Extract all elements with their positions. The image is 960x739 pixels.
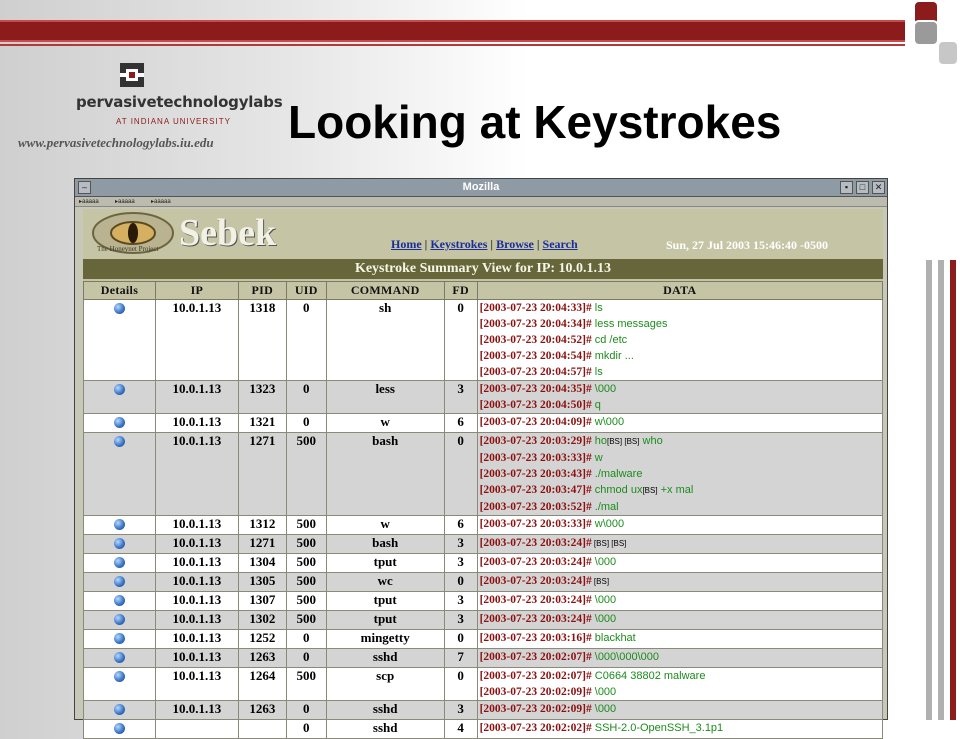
details-dot-icon[interactable] (114, 633, 125, 644)
table-row (84, 668, 883, 701)
details-cell (84, 630, 156, 649)
keystroke-line (480, 649, 882, 665)
sebek-banner (83, 209, 883, 259)
data-cell (477, 630, 882, 649)
column-header-details[interactable]: Details (84, 282, 156, 300)
command-text: ./malware (591, 468, 643, 480)
timestamp: [2003-07-23 20:03:33]# (479, 518, 592, 530)
command-text: \000 (591, 556, 617, 568)
timestamp: [2003-07-23 20:02:02]# (479, 722, 592, 734)
uid-cell: 0 (286, 720, 326, 739)
command-cell: sshd (326, 649, 444, 668)
data-cell (477, 414, 882, 433)
keystroke-line (480, 466, 882, 482)
keystroke-line (480, 332, 882, 348)
data-cell (477, 535, 882, 554)
uid-cell: 500 (286, 554, 326, 573)
table-header-row (84, 282, 883, 300)
sebek-logo: Sebek (179, 212, 277, 254)
uid-cell: 500 (286, 611, 326, 630)
pid-cell: 1305 (238, 573, 286, 592)
window-title: Mozilla (462, 181, 500, 193)
command-text: w (591, 452, 603, 464)
table-row (84, 611, 883, 630)
column-header-pid[interactable]: PID (238, 282, 286, 300)
table-row (84, 701, 883, 720)
timestamp: [2003-07-23 20:03:52]# (479, 501, 592, 513)
slide-title: Looking at Keystrokes (288, 96, 782, 148)
table-row (84, 630, 883, 649)
details-dot-icon[interactable] (114, 436, 125, 447)
backspace-marker: [BS] [BS] (591, 539, 627, 548)
column-header-fd[interactable]: FD (444, 282, 477, 300)
nav-link-search[interactable]: Search (542, 237, 578, 251)
data-cell (477, 300, 882, 381)
browser-tab[interactable]: ▸aaaaa (79, 199, 99, 205)
ip-cell: 10.0.1.13 (155, 516, 238, 535)
minimize-button[interactable]: ▪ (840, 181, 853, 194)
details-dot-icon[interactable] (114, 614, 125, 625)
command-text: less messages (591, 318, 668, 330)
pid-cell: 1264 (238, 668, 286, 701)
data-cell (477, 649, 882, 668)
details-cell (84, 573, 156, 592)
command-text: \000 (591, 594, 617, 606)
pid-cell: 1312 (238, 516, 286, 535)
keystroke-line (480, 554, 882, 570)
ip-cell: 10.0.1.13 (155, 554, 238, 573)
keystroke-line (480, 397, 882, 413)
details-dot-icon[interactable] (114, 519, 125, 530)
timestamp: [2003-07-23 20:03:47]# (479, 484, 592, 496)
command-text: \000 (591, 613, 617, 625)
pid-cell: 1263 (238, 701, 286, 720)
ip-cell: 10.0.1.13 (155, 611, 238, 630)
keystroke-line (480, 348, 882, 364)
ip-cell: 10.0.1.13 (155, 668, 238, 701)
command-cell: sshd (326, 701, 444, 720)
command-text: \000 (591, 703, 617, 715)
ip-cell: 10.0.1.13 (155, 649, 238, 668)
emblem-text: The Honeynet Project (97, 245, 159, 253)
table-row (84, 516, 883, 535)
pid-cell: 1307 (238, 592, 286, 611)
details-cell (84, 701, 156, 720)
ip-cell: 10.0.1.13 (155, 630, 238, 649)
tab-strip (75, 197, 887, 207)
command-cell: less (326, 381, 444, 414)
keystroke-line (480, 316, 882, 332)
uid-cell: 500 (286, 668, 326, 701)
command-text: w\000 (591, 416, 625, 428)
details-dot-icon[interactable] (114, 538, 125, 549)
pid-cell: 1271 (238, 535, 286, 554)
window-menu-button[interactable]: – (78, 181, 91, 194)
timestamp: [2003-07-23 20:04:09]# (479, 416, 592, 428)
timestamp: [2003-07-23 20:02:09]# (479, 686, 592, 698)
timestamp: [2003-07-23 20:03:43]# (479, 468, 592, 480)
timestamp: [2003-07-23 20:03:29]# (479, 435, 592, 447)
keystroke-line (480, 684, 882, 700)
command-text: q (591, 399, 601, 411)
table-row (84, 720, 883, 739)
keystroke-table (83, 281, 883, 739)
fd-cell: 0 (444, 668, 477, 701)
command-text: w\000 (591, 518, 625, 530)
uid-cell: 0 (286, 381, 326, 414)
table-row (84, 535, 883, 554)
command-cell: mingetty (326, 630, 444, 649)
uid-cell: 0 (286, 630, 326, 649)
ip-cell: 10.0.1.13 (155, 701, 238, 720)
details-dot-icon[interactable] (114, 671, 125, 682)
fd-cell: 3 (444, 701, 477, 720)
timestamp: [2003-07-23 20:04:50]# (479, 399, 592, 411)
details-dot-icon[interactable] (114, 723, 125, 734)
fd-cell: 0 (444, 300, 477, 381)
keystroke-line (480, 450, 882, 466)
details-dot-icon[interactable] (114, 557, 125, 568)
deco-square (913, 20, 939, 46)
data-cell (477, 554, 882, 573)
timestamp: [2003-07-23 20:03:24]# (479, 613, 592, 625)
uid-cell: 500 (286, 516, 326, 535)
summary-title: Keystroke Summary View for IP: 10.0.1.13 (83, 259, 883, 279)
ptl-logo (18, 55, 288, 155)
fd-cell: 6 (444, 414, 477, 433)
timestamp: [2003-07-23 20:03:33]# (479, 452, 592, 464)
command-text: \000\000\000 (591, 651, 659, 663)
keystroke-line (480, 516, 882, 532)
timestamp: [2003-07-23 20:03:24]# (479, 556, 592, 568)
uid-cell: 500 (286, 433, 326, 516)
ip-cell: 10.0.1.13 (155, 535, 238, 554)
pid-cell: 1271 (238, 433, 286, 516)
details-cell (84, 668, 156, 701)
keystroke-line (480, 364, 882, 380)
table-row (84, 592, 883, 611)
command-text: \000 (591, 383, 617, 395)
window-titlebar[interactable] (75, 179, 887, 197)
keystroke-line (480, 630, 882, 646)
command-text: ho (591, 435, 607, 447)
pid-cell: 1321 (238, 414, 286, 433)
command-cell: tput (326, 592, 444, 611)
ip-cell: 10.0.1.13 (155, 592, 238, 611)
ip-cell: 10.0.1.13 (155, 414, 238, 433)
table-row (84, 554, 883, 573)
keystroke-line (480, 701, 882, 717)
timestamp: [2003-07-23 20:04:35]# (479, 383, 592, 395)
pid-cell: 1252 (238, 630, 286, 649)
uid-cell: 0 (286, 300, 326, 381)
data-cell (477, 433, 882, 516)
details-cell (84, 516, 156, 535)
timestamp: [2003-07-23 20:02:07]# (479, 651, 592, 663)
details-cell (84, 535, 156, 554)
command-text: +x mal (657, 484, 694, 496)
details-dot-icon[interactable] (114, 384, 125, 395)
close-button[interactable]: ✕ (872, 181, 885, 194)
details-cell (84, 554, 156, 573)
data-cell (477, 720, 882, 739)
command-text: who (639, 435, 663, 447)
uid-cell: 500 (286, 592, 326, 611)
uid-cell: 0 (286, 649, 326, 668)
ip-cell: 10.0.1.13 (155, 381, 238, 414)
backspace-marker: [BS] (642, 486, 658, 495)
command-cell: wc (326, 573, 444, 592)
details-dot-icon[interactable] (114, 303, 125, 314)
pid-cell: 1323 (238, 381, 286, 414)
data-cell (477, 592, 882, 611)
pid-cell: 1318 (238, 300, 286, 381)
command-cell: bash (326, 535, 444, 554)
pid-cell (238, 720, 286, 739)
timestamp: [2003-07-23 20:04:57]# (479, 366, 592, 378)
fd-cell: 3 (444, 592, 477, 611)
keystroke-line (480, 499, 882, 515)
table-body (84, 300, 883, 739)
ip-cell (155, 720, 238, 739)
details-cell (84, 649, 156, 668)
table-row (84, 573, 883, 592)
timestamp: [2003-07-23 20:02:07]# (479, 670, 592, 682)
keystroke-line (480, 414, 882, 430)
deco-square (937, 40, 959, 66)
slide-top-line (0, 44, 905, 46)
honeynet-eye-icon (87, 209, 177, 255)
command-text: C0664 38802 malware (591, 670, 706, 682)
details-cell (84, 300, 156, 381)
details-dot-icon[interactable] (114, 417, 125, 428)
command-text: SSH-2.0-OpenSSH_3.1p1 (591, 722, 724, 734)
slide-right-rails (920, 260, 960, 720)
column-header-uid[interactable]: UID (286, 282, 326, 300)
command-cell: tput (326, 554, 444, 573)
ptl-logo-icon (118, 61, 146, 89)
fd-cell: 0 (444, 433, 477, 516)
logo-name: pervasivetechnologylabs (76, 93, 283, 111)
column-header-ip[interactable]: IP (155, 282, 238, 300)
details-cell (84, 592, 156, 611)
details-cell (84, 381, 156, 414)
timestamp: [2003-07-23 20:04:54]# (479, 350, 592, 362)
command-text: \000 (591, 686, 617, 698)
command-cell: bash (326, 433, 444, 516)
command-text: mkdir ... (591, 350, 634, 362)
ip-cell: 10.0.1.13 (155, 433, 238, 516)
fd-cell: 6 (444, 516, 477, 535)
details-cell (84, 611, 156, 630)
data-cell (477, 668, 882, 701)
details-dot-icon[interactable] (114, 652, 125, 663)
keystroke-line (480, 573, 882, 590)
table-row (84, 433, 883, 516)
uid-cell: 0 (286, 414, 326, 433)
details-cell (84, 414, 156, 433)
uid-cell: 500 (286, 535, 326, 554)
details-dot-icon[interactable] (114, 576, 125, 587)
timestamp: [2003-07-23 20:04:52]# (479, 334, 592, 346)
fd-cell: 0 (444, 573, 477, 592)
command-cell: w (326, 414, 444, 433)
fd-cell: 7 (444, 649, 477, 668)
uid-cell: 500 (286, 573, 326, 592)
column-header-data[interactable]: DATA (477, 282, 882, 300)
maximize-button[interactable]: □ (856, 181, 869, 194)
data-cell (477, 381, 882, 414)
table-row (84, 300, 883, 381)
browser-tab[interactable]: ▸aaaaa (151, 199, 171, 205)
fd-cell: 0 (444, 630, 477, 649)
command-text: ls (591, 366, 603, 378)
command-text: cd /etc (591, 334, 628, 346)
timestamp: [2003-07-23 20:02:09]# (479, 703, 592, 715)
uid-cell: 0 (286, 701, 326, 720)
fd-cell: 3 (444, 535, 477, 554)
browser-tab[interactable]: ▸aaaaa (115, 199, 135, 205)
table-row (84, 381, 883, 414)
data-cell (477, 611, 882, 630)
data-cell (477, 701, 882, 720)
backspace-marker: [BS] (591, 577, 610, 586)
fd-cell: 3 (444, 611, 477, 630)
web-page (83, 209, 883, 735)
ip-cell: 10.0.1.13 (155, 573, 238, 592)
keystroke-line (480, 611, 882, 627)
command-text: chmod ux (591, 484, 643, 496)
timestamp: [2003-07-23 20:03:24]# (479, 575, 592, 587)
command-cell: w (326, 516, 444, 535)
keystroke-line (480, 433, 882, 450)
data-cell (477, 573, 882, 592)
data-cell (477, 516, 882, 535)
command-cell: sh (326, 300, 444, 381)
table-row (84, 414, 883, 433)
keystroke-line (480, 668, 882, 684)
column-header-command[interactable]: COMMAND (326, 282, 444, 300)
timestamp: [2003-07-23 20:04:33]# (479, 302, 592, 314)
command-text: ./mal (591, 501, 619, 513)
command-text: ls (591, 302, 603, 314)
details-cell (84, 433, 156, 516)
command-cell: tput (326, 611, 444, 630)
ip-cell: 10.0.1.13 (155, 300, 238, 381)
details-cell (84, 720, 156, 739)
logo-url: www.pervasivetechnologylabs.iu.edu (18, 135, 214, 150)
keystroke-line (480, 720, 882, 736)
keystroke-line (480, 535, 882, 552)
nav-link-home[interactable]: Home (391, 237, 422, 251)
pid-cell: 1304 (238, 554, 286, 573)
fd-cell: 3 (444, 381, 477, 414)
site-nav: Home | Keystrokes | Browse | Search (391, 237, 578, 251)
keystroke-line (480, 300, 882, 316)
pid-cell: 1302 (238, 611, 286, 630)
backspace-marker: [BS] [BS] (607, 437, 640, 446)
mozilla-window (74, 178, 888, 735)
timestamp: [2003-07-23 20:03:24]# (479, 537, 592, 549)
keystroke-line (480, 482, 882, 499)
keystroke-line (480, 381, 882, 397)
timestamp: [2003-07-23 20:04:34]# (479, 318, 592, 330)
table-row (84, 649, 883, 668)
nav-link-browse[interactable]: Browse (496, 237, 534, 251)
fd-cell: 3 (444, 554, 477, 573)
slide-top-bar (0, 20, 905, 42)
fd-cell: 4 (444, 720, 477, 739)
command-cell: scp (326, 668, 444, 701)
page-datetime: Sun, 27 Jul 2003 15:46:40 -0500 (666, 238, 829, 252)
keystroke-line (480, 592, 882, 608)
details-dot-icon[interactable] (114, 704, 125, 715)
logo-subtitle: AT INDIANA UNIVERSITY (116, 117, 231, 126)
details-dot-icon[interactable] (114, 595, 125, 606)
timestamp: [2003-07-23 20:03:24]# (479, 594, 592, 606)
command-text: blackhat (591, 632, 636, 644)
command-cell: sshd (326, 720, 444, 739)
timestamp: [2003-07-23 20:03:16]# (479, 632, 592, 644)
pid-cell: 1263 (238, 649, 286, 668)
nav-link-keystrokes[interactable]: Keystrokes (430, 237, 488, 251)
